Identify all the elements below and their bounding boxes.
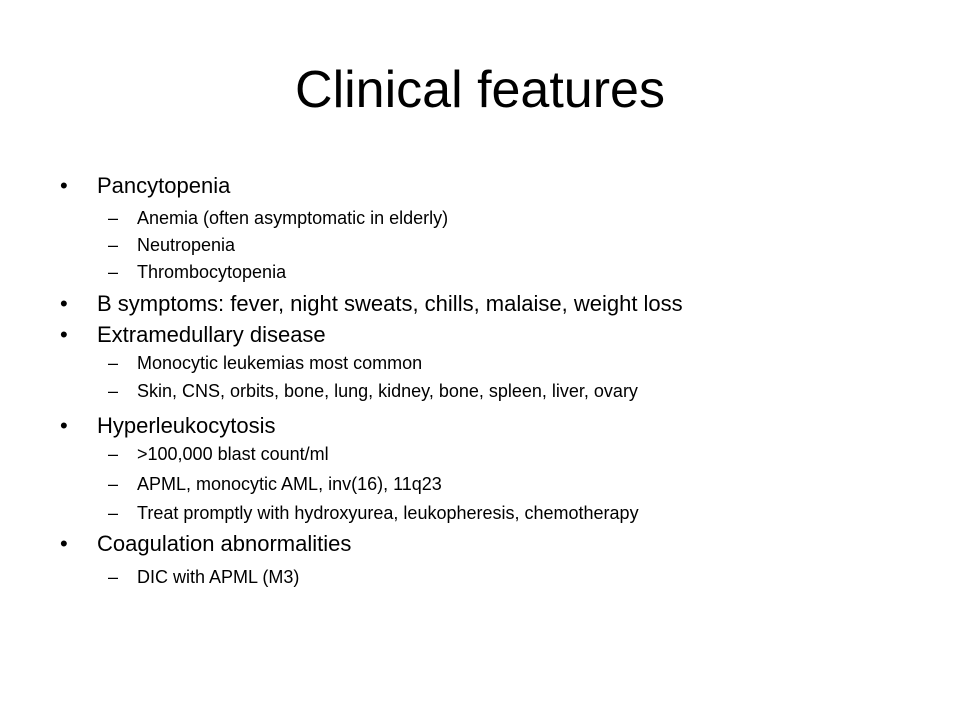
sub-bullet-neutropenia	[108, 234, 236, 256]
bullet-text: B symptoms: fever, night sweats, chills, malaise, weight loss	[97, 291, 683, 316]
sub-bullet-sites	[108, 380, 638, 402]
sub-bullet-treatment	[108, 502, 639, 524]
sub-bullet-marker: –	[108, 262, 119, 282]
bullet-marker: •	[60, 322, 68, 347]
sub-bullet-blast-count	[108, 443, 329, 465]
sub-bullet-text: Monocytic leukemias most common	[137, 353, 423, 373]
bullet-item-pancytopenia	[60, 173, 231, 199]
sub-bullet-marker: –	[108, 567, 119, 587]
bullet-item-extramedullary	[60, 322, 326, 348]
bullet-text: Hyperleukocytosis	[97, 413, 276, 438]
sub-bullet-text: Thrombocytopenia	[137, 262, 287, 282]
bullet-item-hyperleukocytosis	[60, 413, 276, 439]
bullet-marker: •	[60, 173, 68, 198]
sub-bullet-marker: –	[108, 235, 119, 255]
bullet-marker: •	[60, 531, 68, 556]
sub-bullet-marker: –	[108, 208, 119, 228]
bullet-item-coagulation	[60, 531, 352, 557]
bullet-item-b-symptoms	[60, 291, 683, 317]
sub-bullet-dic	[108, 566, 300, 588]
sub-bullet-text: >100,000 blast count/ml	[137, 444, 329, 464]
sub-bullet-text: Treat promptly with hydroxyurea, leukopheresis, chemotherapy	[137, 503, 639, 523]
bullet-text: Extramedullary disease	[97, 322, 326, 347]
sub-bullet-marker: –	[108, 503, 119, 523]
bullet-text: Pancytopenia	[97, 173, 231, 198]
bullet-marker: •	[60, 413, 68, 438]
sub-bullet-marker: –	[108, 381, 119, 401]
sub-bullet-text: DIC with APML (M3)	[137, 567, 300, 587]
sub-bullet-anemia	[108, 207, 449, 229]
sub-bullet-monocytic	[108, 352, 423, 374]
sub-bullet-marker: –	[108, 474, 119, 494]
sub-bullet-thrombocytopenia	[108, 261, 287, 283]
bullet-marker: •	[60, 291, 68, 316]
slide-title: Clinical features	[295, 61, 665, 119]
sub-bullet-marker: –	[108, 444, 119, 464]
sub-bullet-text: Anemia (often asymptomatic in elderly)	[137, 208, 449, 228]
sub-bullet-text: APML, monocytic AML, inv(16), 11q23	[137, 474, 442, 494]
sub-bullet-text: Neutropenia	[137, 235, 236, 255]
bullet-text: Coagulation abnormalities	[97, 531, 352, 556]
sub-bullet-marker: –	[108, 353, 119, 373]
sub-bullet-text: Skin, CNS, orbits, bone, lung, kidney, bone, spleen, liver, ovary	[137, 381, 638, 401]
sub-bullet-apml	[108, 473, 442, 495]
